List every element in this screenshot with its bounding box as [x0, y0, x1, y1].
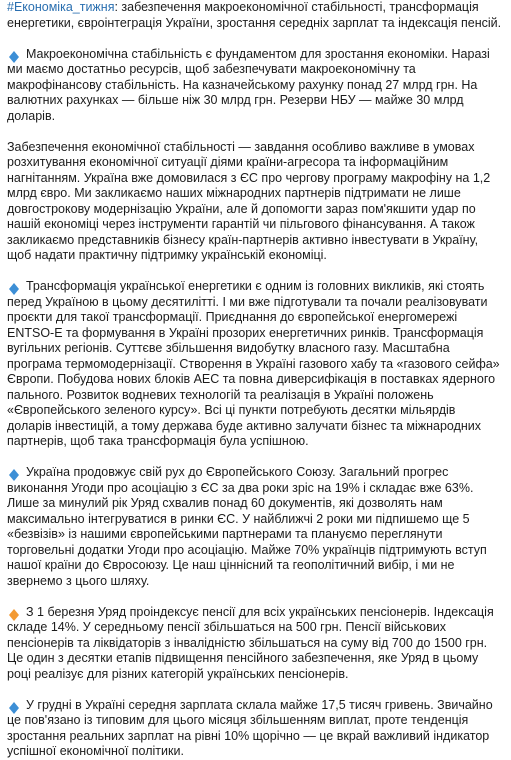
paragraph-text: У грудні в Україні середня зарплата склала майже 17,5 тисяч гривень. Звичайно це пов'язано із типовим для цього місяця збільшенням виплат, проте тенденція зростання реальних зарплат на рівні 10% щорічно — це вкрай важливий індикатор успішної економічної політики.: [7, 697, 493, 758]
paragraph-gap: [7, 682, 503, 698]
paragraph-gap: [7, 589, 503, 605]
paragraph-gap: [7, 264, 503, 280]
blue-diamond-icon: [9, 283, 19, 289]
paragraph-gap: [7, 124, 503, 140]
intro-text: : забезпечення макроекономічної стабільності, трансформація енергетики, євроінтеграція України, зростання середніх зарплат та індексація пенсій.: [7, 0, 502, 30]
paragraph-gap: [7, 31, 503, 47]
blue-diamond-icon: [9, 51, 19, 57]
paragraph-salaries: [7, 698, 503, 760]
paragraph-text: Макроекономічна стабільність є фундаментом для зростання економіки. Наразі ми маємо достатньо ресурсів, щоб забезпечувати макроекономічну та макрофінансову стабільність. На казначейському рахунку понад 27 млрд грн. На валютних рахунках — більше ніж 30 млрд грн. Резерви НБУ — майже 30 млрд доларів.: [7, 46, 490, 123]
paragraph-text: Україна продовжує свій рух до Європейського Союзу. Загальний прогрес виконання Угоди про асоціацію з ЄС за два роки зріс на 19% і складає вже 63%. Лише за минулий рік Уряд схвалив понад 60 документів, які дозволять нам максимально інтегруватися в ринки ЄС. У найближчі 2 роки ми підпишемо ще 5 «безвізів» із нашими європейськими партнерами та плануємо переглянути торговельні додатки Угоди про асоціацію. Майже 70% українців підтримують вступ нашої країни до Євросоюзу. Це наш ціннісний та геополітичний вибір, і ми не звернемо з цього шляху.: [7, 465, 487, 588]
hashtag-link[interactable]: #Економіка_тижня: [7, 0, 115, 14]
paragraph-text: З 1 березня Уряд проіндексує пенсії для всіх українських пенсіонерів. Індексація складе 14%. У середньому пенсії збільшаться на 500 грн. Пенсії військових пенсіонерів та ліквідаторів з інвалідністю збільшаться на суму від 700 до 1500 грн. Це один з десятки етапів підвищення пенсійного забезпечення, яке Уряд в цьому році реалізує для різних категорій українських пенсіонерів.: [7, 604, 494, 681]
paragraph-pensions: [7, 605, 503, 683]
orange-diamond-icon: [9, 609, 19, 615]
paragraph-text: Трансформація української енергетики є одним із головних викликів, які стоять перед Україною в цьому десятилітті. І ми вже підготували та почали реалізовувати проєкти для такої трансформації. Приєднання до європейської енергомережі ENTSO-E та формування в Україні прозорих енергетичних ринків. Трансформація вугільних регіонів. Суттєве збільшення видобутку власного газу. Масштабна програма термомодернізації. Створення в Україні газового хабу та «газового сейфа» Європи. Побудова нових блоків АЕС та повна диверсифікація в поставках ядерного пального. Розвиток водневих технологій та реалізація в Україні положень «Європейського зеленого курсу». Всі ці пункти потребують десятки мільярдів доларів інвестицій, а тому держава буде активно залучати бізнес та міжнародних партнерів, щоб така трансформація була успішною.: [7, 279, 500, 448]
paragraph-text: Забезпечення економічної стабільності — завдання особливо важливе в умовах розхитування економічної ситуації діями країни-агресора та інформаційним нагнітанням. Україна вже домовилася з ЄС про чергову програму макрофіну на 1,2 млрд євро. Ми закликаємо наших міжнародних партнерів підтримати не лише довгострокову модернізацію України, але й допомогти зараз пом'якшити удар по нашій економіці через інструменти гарантій чи пільгового фінансування. А також закликаємо представників бізнесу країн-партнерів активно інвестувати в Україну, щоб надати практичну підтримку українській економіці.: [7, 139, 491, 262]
blue-diamond-icon: [9, 469, 19, 475]
paragraph-energy: [7, 279, 503, 450]
post-intro: [7, 0, 503, 31]
paragraph-gap: [7, 450, 503, 466]
paragraph-macro-stability: [7, 47, 503, 125]
paragraph-economic-security: [7, 140, 503, 264]
blue-diamond-icon: [9, 702, 19, 708]
paragraph-eu-integration: [7, 465, 503, 589]
